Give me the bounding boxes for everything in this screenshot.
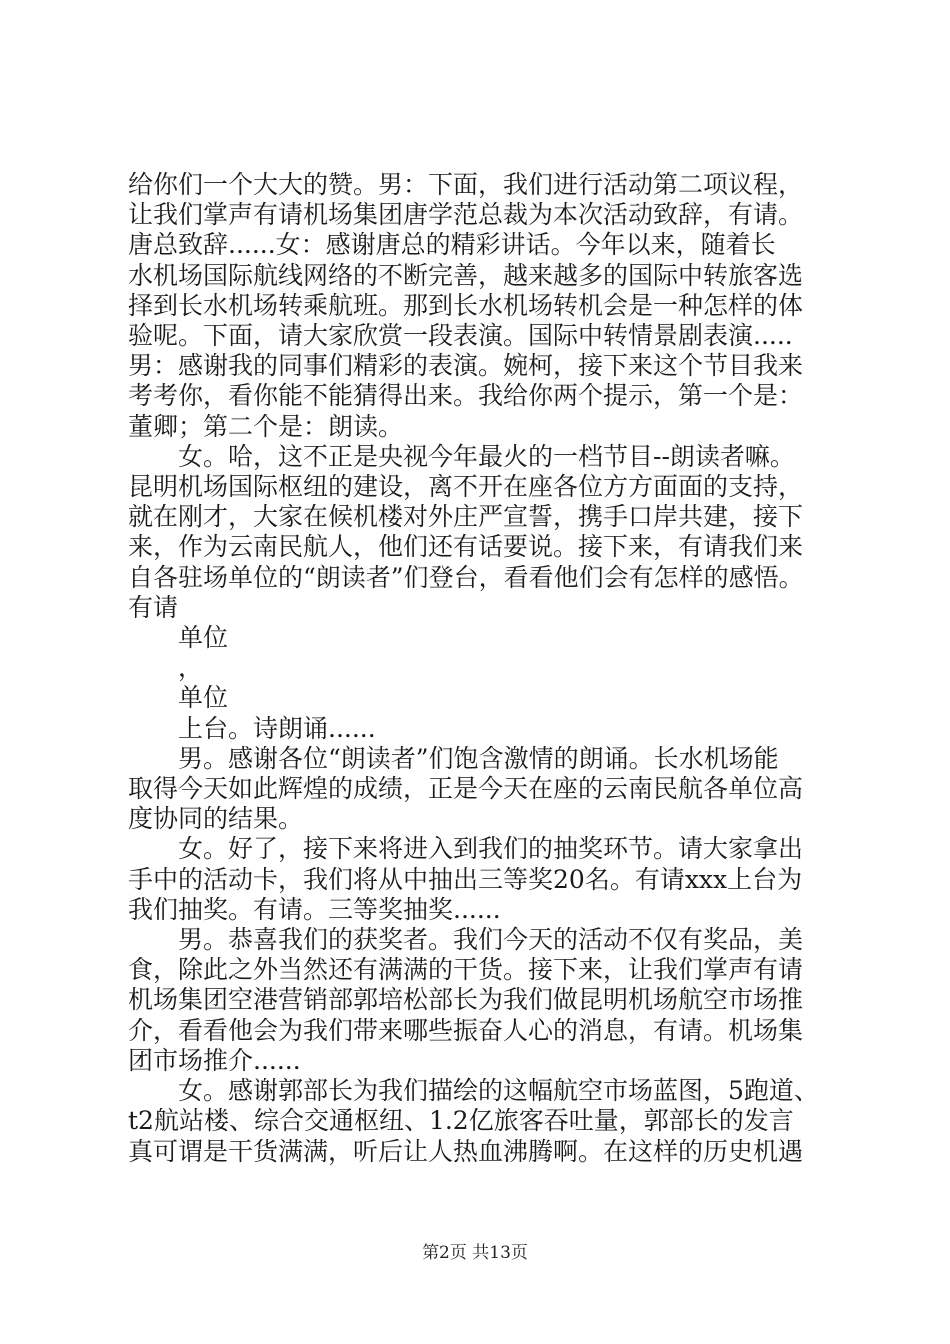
text-line: 女。感谢郭部长为我们描绘的这幅航空市场蓝图，5跑道、 xyxy=(178,1076,819,1106)
paragraph xyxy=(128,834,858,925)
paragraph xyxy=(128,925,858,1076)
text-line: t2航站楼、综合交通枢纽、1.2亿旅客吞吐量，郭部长的发言 xyxy=(128,1106,794,1136)
text-line: 就在刚才，大家在候机楼对外庄严宣誓，携手口岸共建，接下 xyxy=(128,502,804,532)
paragraph xyxy=(128,683,858,713)
text-line: 我们抽奖。有请。三等奖抽奖...... xyxy=(128,894,501,924)
text-line: 验呢。下面，请大家欣赏一段表演。国际中转情景剧表演..... xyxy=(128,321,793,351)
text-line: 取得今天如此辉煌的成绩，正是今天在座的云南民航各单位高 xyxy=(128,774,804,804)
text-line: 男。感谢各位“朗读者”们饱含激情的朗诵。长水机场能 xyxy=(178,743,779,773)
text-line: 女。好了，接下来将进入到我们的抽奖环节。请大家拿出 xyxy=(178,834,804,864)
text-line: 董卿；第二个是：朗读。 xyxy=(128,411,404,441)
text-line: 唐总致辞......女：感谢唐总的精彩讲话。今年以来，随着长 xyxy=(128,230,776,260)
paragraph xyxy=(128,744,858,835)
text-line: 机场集团空港营销部郭培松部长为我们做昆明机场航空市场推 xyxy=(128,985,804,1015)
text-line: 度协同的结果。 xyxy=(128,804,304,834)
text-line: 上台。诗朗诵...... xyxy=(178,713,376,743)
text-line: 食，除此之外当然还有满满的干货。接下来，让我们掌声有请 xyxy=(128,955,804,985)
paragraph xyxy=(128,623,858,653)
text-line: 昆明机场国际枢纽的建设，离不开在座各位方方面面的支持， xyxy=(128,472,804,502)
text-line: 让我们掌声有请机场集团唐学范总裁为本次活动致辞，有请。 xyxy=(128,200,804,230)
paragraph xyxy=(128,442,858,623)
text-line: 给你们一个大大的赞。男：下面，我们进行活动第二项议程， xyxy=(128,170,804,199)
text-line: 手中的活动卡，我们将从中抽出三等奖20名。有请xxx上台为 xyxy=(128,864,803,894)
paragraph xyxy=(128,714,858,744)
text-line: 有请 xyxy=(128,592,179,622)
text-line: 男：感谢我的同事们精彩的表演。婉柯，接下来这个节目我来 xyxy=(128,351,804,381)
text-line: ， xyxy=(178,653,204,683)
page-number-footer: 第2页 共13页 xyxy=(422,1243,528,1263)
text-line: 单位 xyxy=(178,683,229,713)
paragraph xyxy=(128,1076,858,1167)
text-line: 水机场国际航线网络的不断完善，越来越多的国际中转旅客选 xyxy=(128,260,804,290)
text-line: 男。恭喜我们的获奖者。我们今天的活动不仅有奖品，美 xyxy=(178,925,804,955)
text-line: 自各驻场单位的“朗读者”们登台，看看他们会有怎样的感悟。 xyxy=(128,562,804,592)
paragraph xyxy=(128,653,858,683)
text-line: 择到长水机场转乘航班。那到长水机场转机会是一种怎样的体 xyxy=(128,290,804,320)
text-line: 真可谓是干货满满，听后让人热血沸腾啊。在这样的历史机遇 xyxy=(128,1136,804,1166)
text-line: 考考你，看你能不能猜得出来。我给你两个提示，第一个是： xyxy=(128,381,804,411)
text-line: 单位 xyxy=(178,623,229,653)
text-line: 团市场推介...... xyxy=(128,1045,301,1075)
text-line: 女。哈，这不正是央视今年最火的一档节目--朗读者嘛。 xyxy=(178,441,795,471)
text-line: 介，看看他会为我们带来哪些振奋人心的消息，有请。机场集 xyxy=(128,1015,804,1045)
text-line: 来，作为云南民航人，他们还有话要说。接下来，有请我们来 xyxy=(128,532,804,562)
document-body xyxy=(128,170,858,1167)
paragraph xyxy=(128,170,858,442)
